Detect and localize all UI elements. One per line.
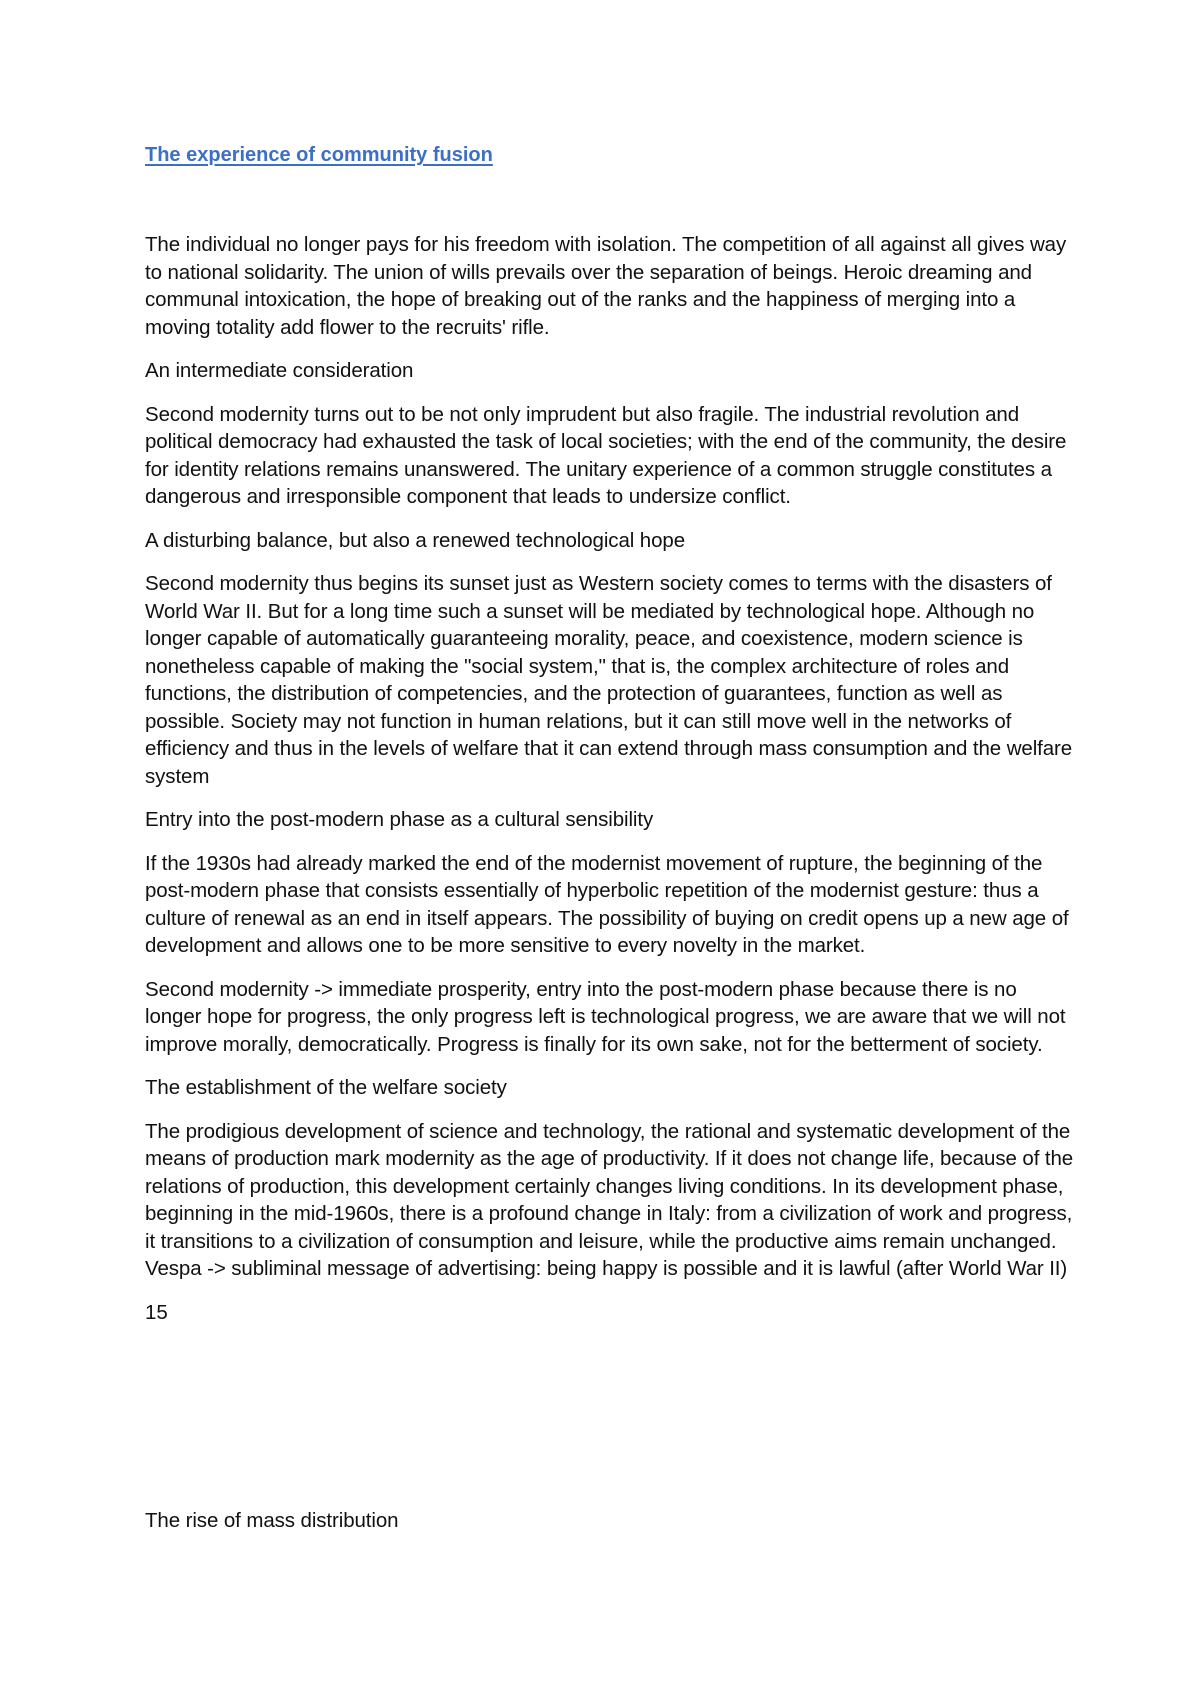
- subheading-mass-distribution: The rise of mass distribution: [145, 1509, 399, 1532]
- document-body: [145, 231, 1075, 1326]
- subheading-disturbing-balance: A disturbing balance, but also a renewed technological hope: [145, 528, 686, 552]
- subheading-welfare-society: The establishment of the welfare society: [145, 1076, 507, 1099]
- page-number: 15: [145, 1300, 168, 1324]
- section-title-link[interactable]: The experience of community fusion: [145, 144, 493, 166]
- paragraph-immediate-prosperity: Second modernity -> immediate prosperity, entry into the post-modern phase because there is no longer hope for progress, the only progress left is technological progress, we are aware that we will not improve morally, democratically. Progress is finally for its own sake, not for the betterment of society.: [145, 977, 1066, 1056]
- paragraph-second-modernity-fragile: Second modernity turns out to be not only imprudent but also fragile. The industrial revolution and political democracy had exhausted the task of local societies; with the end of the community, the desire for identity relations remains unanswered. The unitary experience of a common struggle constitutes a dangerous and irresponsible component that leads to undersize conflict.: [145, 402, 1067, 508]
- subheading-intermediate-consideration: An intermediate consideration: [145, 359, 414, 382]
- paragraph-science-technology: The prodigious development of science and technology, the rational and systematic development of the means of production mark modernity as the age of productivity. If it does not change life, because of the relations of production, this development certainly changes living conditions. In its development phase, beginning in the mid-1960s, there is a profound change in Italy: from a civilization of work and progress, it transitions to a civilization of consumption and leisure, while the productive aims remain unchanged. Vespa -> subliminal message of advertising: being happy is possible and it is lawful (after World War II): [145, 1119, 1074, 1280]
- paragraph-1930s-modernist: If the 1930s had already marked the end of the modernist movement of rupture, the beginning of the post-modern phase that consists essentially of hyperbolic repetition of the modernist gesture: thus a culture of renewal as an end in itself appears. The possibility of buying on credit opens up a new age of development and allows one to be more sensitive to every novelty in the market.: [145, 851, 1069, 957]
- subheading-post-modern-entry: Entry into the post-modern phase as a cultural sensibility: [145, 808, 654, 831]
- paragraph-community-fusion: The individual no longer pays for his freedom with isolation. The competition of all against all gives way to national solidarity. The union of wills prevails over the separation of beings. Heroic dreaming and communal intoxication, the hope of breaking out of the ranks and the happiness of merging into a moving totality add flower to the recruits' rifle.: [145, 233, 1067, 339]
- paragraph-technological-hope: Second modernity thus begins its sunset just as Western society comes to terms with the disasters of World War II. But for a long time such a sunset will be mediated by technological hope. Although no longer capable of automatically guaranteeing morality, peace, and coexistence, modern science is nonetheless capable of making the "social system," that is, the complex architecture of roles and functions, the distribution of competencies, and the protection of guarantees, function as well as possible. Society may not function in human relations, but it can still move well in the networks of efficiency and thus in the levels of welfare that it can extend through mass consumption and the welfare system: [145, 572, 1073, 788]
